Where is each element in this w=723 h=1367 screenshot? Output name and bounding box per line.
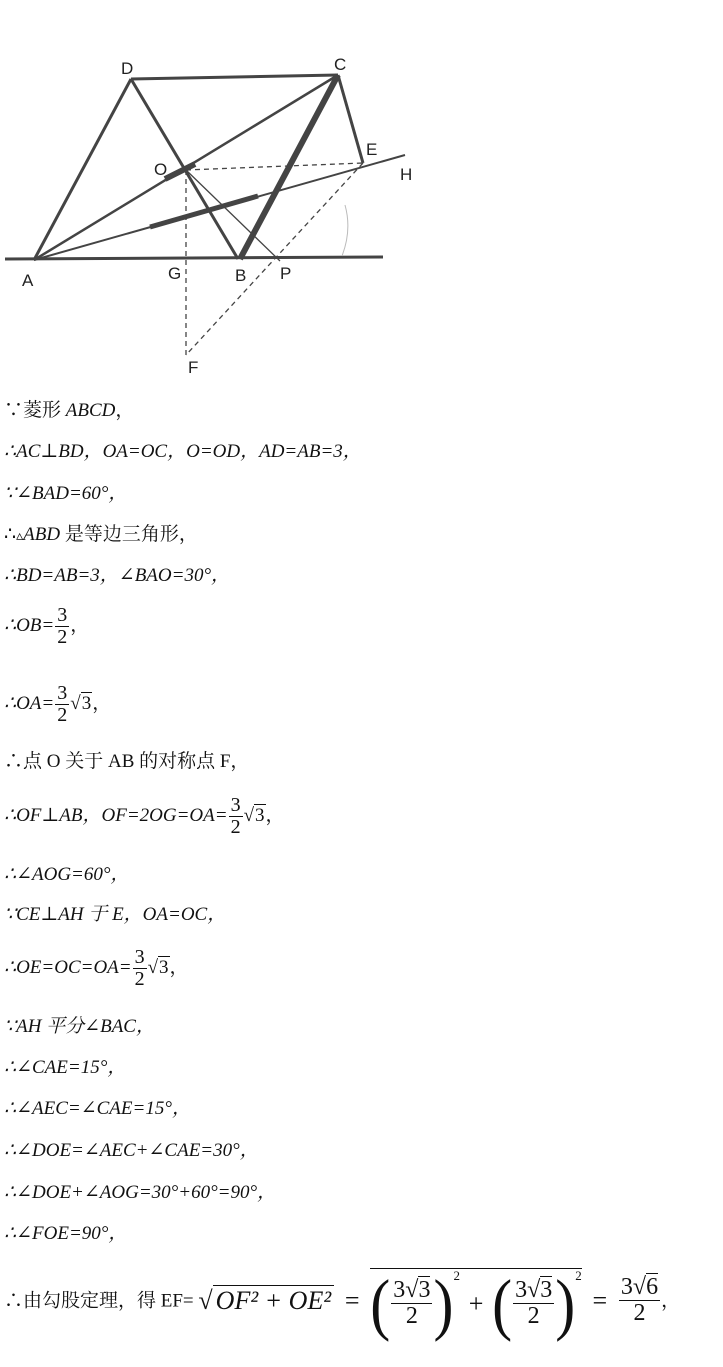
solution-line-13: ∵AH 平分∠BAC， [4,1016,155,1037]
geometry-figure [0,0,723,390]
solution-line-7: ∴OA= $\frac{3}{2}$ √3， [4,682,112,726]
fraction: $\frac{3}{2}$ [57,682,68,726]
solution-line-17: ∴∠DOE+∠AOG=30°+60°=90°， [4,1182,277,1203]
solution-line-15: ∴∠AEC=∠CAE=15°， [4,1098,191,1119]
solution-line-12: ∴OE=OC=OA= $\frac{3}{2}$ √3， [4,946,189,990]
solution-line-8: ∴点 O 关于 AB 的对称点 F， [4,751,250,772]
side-AD [34,79,131,260]
solution-line-5: ∴BD=AB=3，∠BAO=30°， [4,565,231,586]
label-G: G [168,264,182,283]
label-F: F [188,358,199,377]
right-angle-mark [342,205,348,256]
sqrt: √3 [243,804,265,826]
solution-line-2: ∴AC⊥BD，OA=OC，O=OD，AD=AB=3， [4,441,362,462]
solution-line-4: ∴▵ABD 是等边三角形， [4,524,198,545]
side-DC [131,75,338,79]
label-E: E [366,140,378,159]
solution-line-18: ∴∠FOE=90°， [4,1223,128,1244]
solution-line-3: ∵∠BAD=60°， [4,483,128,504]
sqrt: √3 [147,956,169,978]
label-H: H [400,165,413,184]
solution-line-19: ∴由勾股定理，得 EF= √ OF² + OE² = ( $\frac{3√3}{2}$ )$^2$ + ( $\frac{3√3}{2}$ )$^2$ = $\frac{3√6}{2}$ ， [4,1265,681,1342]
solution-line-16: ∴∠DOE=∠AEC+∠CAE=30°， [4,1140,259,1161]
side-CE [338,75,363,163]
solution-line-14: ∴∠CAE=15°， [4,1057,127,1078]
label-C: C [334,55,347,74]
radical-of-squares: √ OF² + OE² [198,1285,334,1315]
segment-CB [240,75,338,259]
label-P: P [280,264,292,283]
label-A: A [22,271,34,290]
outer-radical: ( $\frac{3√3}{2}$ )$^2$ + ( $\frac{3√3}{2}$ )$^2$ [370,1265,582,1342]
solution-line-11: ∵CE⊥AH 于 E，OA=OC， [4,904,227,925]
solution-line-6: ∴OB= $\frac{3}{2}$ ， [4,604,90,648]
fraction: $\frac{3}{2}$ [230,794,241,838]
line-base [5,257,383,259]
solution-line-1: ∵菱形 ABCD， [4,400,135,421]
label-D: D [121,59,134,78]
label-B: B [235,266,247,285]
solution-line-10: ∴∠AOG=60°， [4,864,130,885]
dashed-OE [186,163,363,170]
label-O: O [154,160,168,179]
solution-line-9: ∴OF⊥AB，OF=2OG=OA= $\frac{3}{2}$ √3， [4,794,285,838]
sqrt: √3 [70,692,92,714]
fraction: $\frac{3}{2}$ [134,946,145,990]
fraction: $\frac{3}{2}$ [57,604,68,648]
